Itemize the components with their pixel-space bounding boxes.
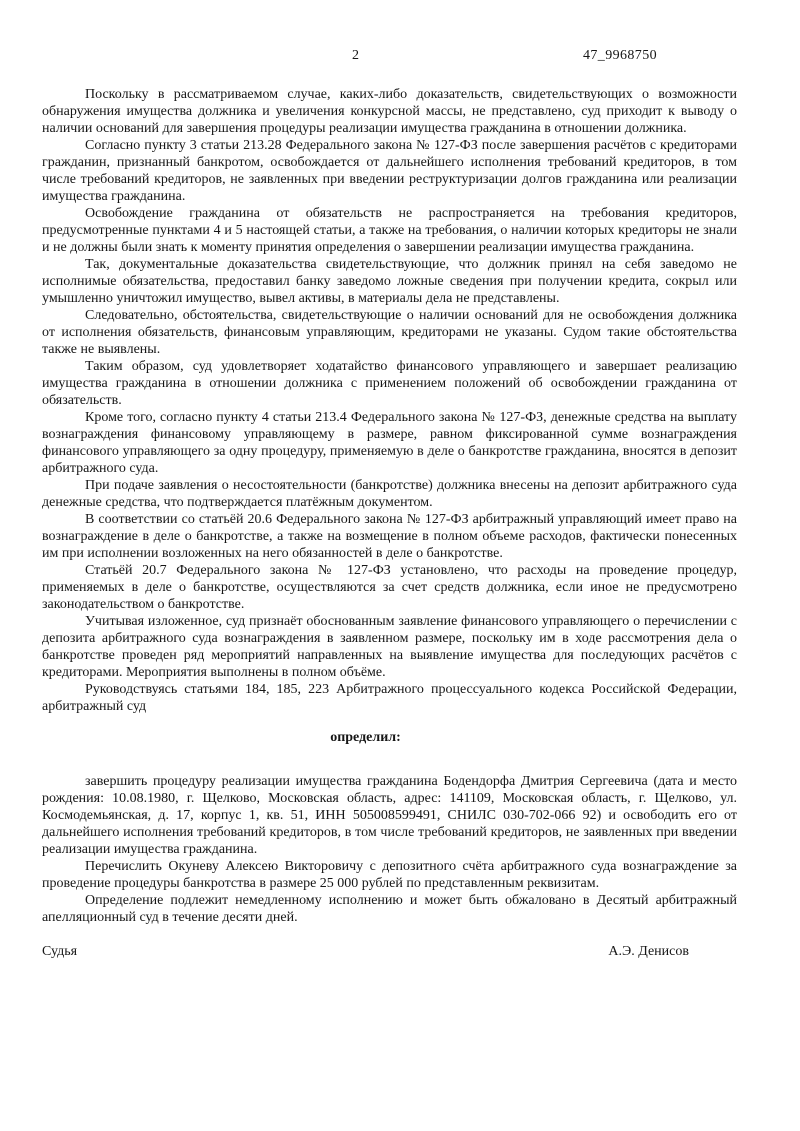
judge-name: А.Э. Денисов: [608, 944, 689, 959]
paragraph: Согласно пункту 3 статьи 213.28 Федерального закона № 127-ФЗ после завершения расчётов с кредиторами гражданин, признанный банкротом, освобождается от дальнейшего исполнения требований кредиторов, в том числе требований кредиторов, не заявленных при введении реструктуризации долгов гражданина или реализации имущества гражданина.: [42, 138, 737, 204]
page-number: 2: [352, 48, 359, 63]
ruling-paragraph: Определение подлежит немедленному исполнению и может быть обжаловано в Десятый арбитражный апелляционный суд в течение десяти дней.: [42, 893, 737, 925]
paragraph: Освобождение гражданина от обязательств не распространяется на требования кредиторов, предусмотренные пунктами 4 и 5 настоящей статьи, а также на требования, о наличии которых кредиторы не знали и не должны были знать к моменту принятия определения о завершении реализации имущества гражданина.: [42, 206, 737, 255]
document-body: [42, 86, 737, 960]
paragraph: Следовательно, обстоятельства, свидетельствующие о наличии оснований для не освобождения должника от исполнения обязательств, финансовым управляющим, кредиторами не указаны. Судом такие обстоятельства также не выявлены.: [42, 308, 737, 357]
signature-row: [42, 943, 737, 960]
case-number: 47_9968750: [583, 48, 657, 63]
paragraph: Поскольку в рассматриваемом случае, каких-либо доказательств, свидетельствующих о возможности обнаружения имущества должника и увеличения конкурсной массы, не представлено, суд приходит к выводу о наличии оснований для завершения процедуры реализации имущества гражданина в отношении должника.: [42, 87, 737, 136]
paragraph: Таким образом, суд удовлетворяет ходатайство финансового управляющего и завершает реализацию имущества гражданина в отношении должника с применением положений об освобождении гражданина от обязательств.: [42, 359, 737, 408]
paragraph: Руководствуясь статьями 184, 185, 223 Арбитражного процессуального кодекса Российской Федерации, арбитражный суд: [42, 682, 737, 714]
ruling-heading: определил:: [330, 730, 401, 745]
paragraph: Так, документальные доказательства свидетельствующие, что должник принял на себя заведомо не исполнимые обязательства, предоставил банку заведомо ложные сведения при получении кредита, сокрыл или умышленно уничтожил имущество, вывел активы, в материалы дела не представлены.: [42, 257, 737, 306]
ruling-paragraph: Перечислить Окуневу Алексею Викторовичу с депозитного счёта арбитражного суда вознаграждение за проведение процедуры банкротства в размере 25 000 рублей по представленным реквизитам.: [42, 859, 737, 891]
paragraph: В соответствии со статьёй 20.6 Федерального закона № 127-ФЗ арбитражный управляющий имеет право на вознаграждение в деле о банкротстве, а также на возмещение в полном объеме расходов, фактически понесенных им при исполнении возложенных на него обязанностей в деле о банкротстве.: [42, 512, 737, 561]
paragraph: Статьёй 20.7 Федерального закона № 127-ФЗ установлено, что расходы на проведение процедур, применяемых в деле о банкротстве, осуществляются за счет средств должника, если иное не предусмотрено законодательством о банкротстве.: [42, 563, 737, 612]
paragraph: Кроме того, согласно пункту 4 статьи 213.4 Федерального закона № 127-ФЗ, денежные средства на выплату вознаграждения финансовому управляющему в размере, равном фиксированной сумме вознаграждения финансового управляющего за одну процедуру, применяемую в деле о банкротстве гражданина, вносятся в депозит арбитражного суда.: [42, 410, 737, 476]
judge-label: Судья: [42, 944, 78, 959]
paragraph: Учитывая изложенное, суд признаёт обоснованным заявление финансового управляющего о перечислении с депозита арбитражного суда вознаграждения в заявленном размере, поскольку им в ходе рассмотрения дела о банкротстве проведен ряд мероприятий направленных на выявление имущества для последующих расчётов с кредиторами. Мероприятия выполнены в полном объёме.: [42, 614, 737, 680]
ruling-paragraph: завершить процедуру реализации имущества гражданина Бодендорфа Дмитрия Сергеевича (дата и место рождения: 10.08.1980, г. Щелково, Московская область, адрес: 141109, Московская область, г. Щелково, ул. Космодемьянская, д. 17, корпус 1, кв. 51, ИНН 505008599491, СНИЛС 030-702-066 92) и освободить его от дальнейшего исполнения требований кредиторов, в том числе требований кредиторов, не заявленных при введении реализации имущества гражданина.: [42, 774, 737, 857]
paragraph: При подаче заявления о несостоятельности (банкротстве) должника внесены на депозит арбитражного суда денежные средства, что подтверждается платёжным документом.: [42, 478, 737, 510]
